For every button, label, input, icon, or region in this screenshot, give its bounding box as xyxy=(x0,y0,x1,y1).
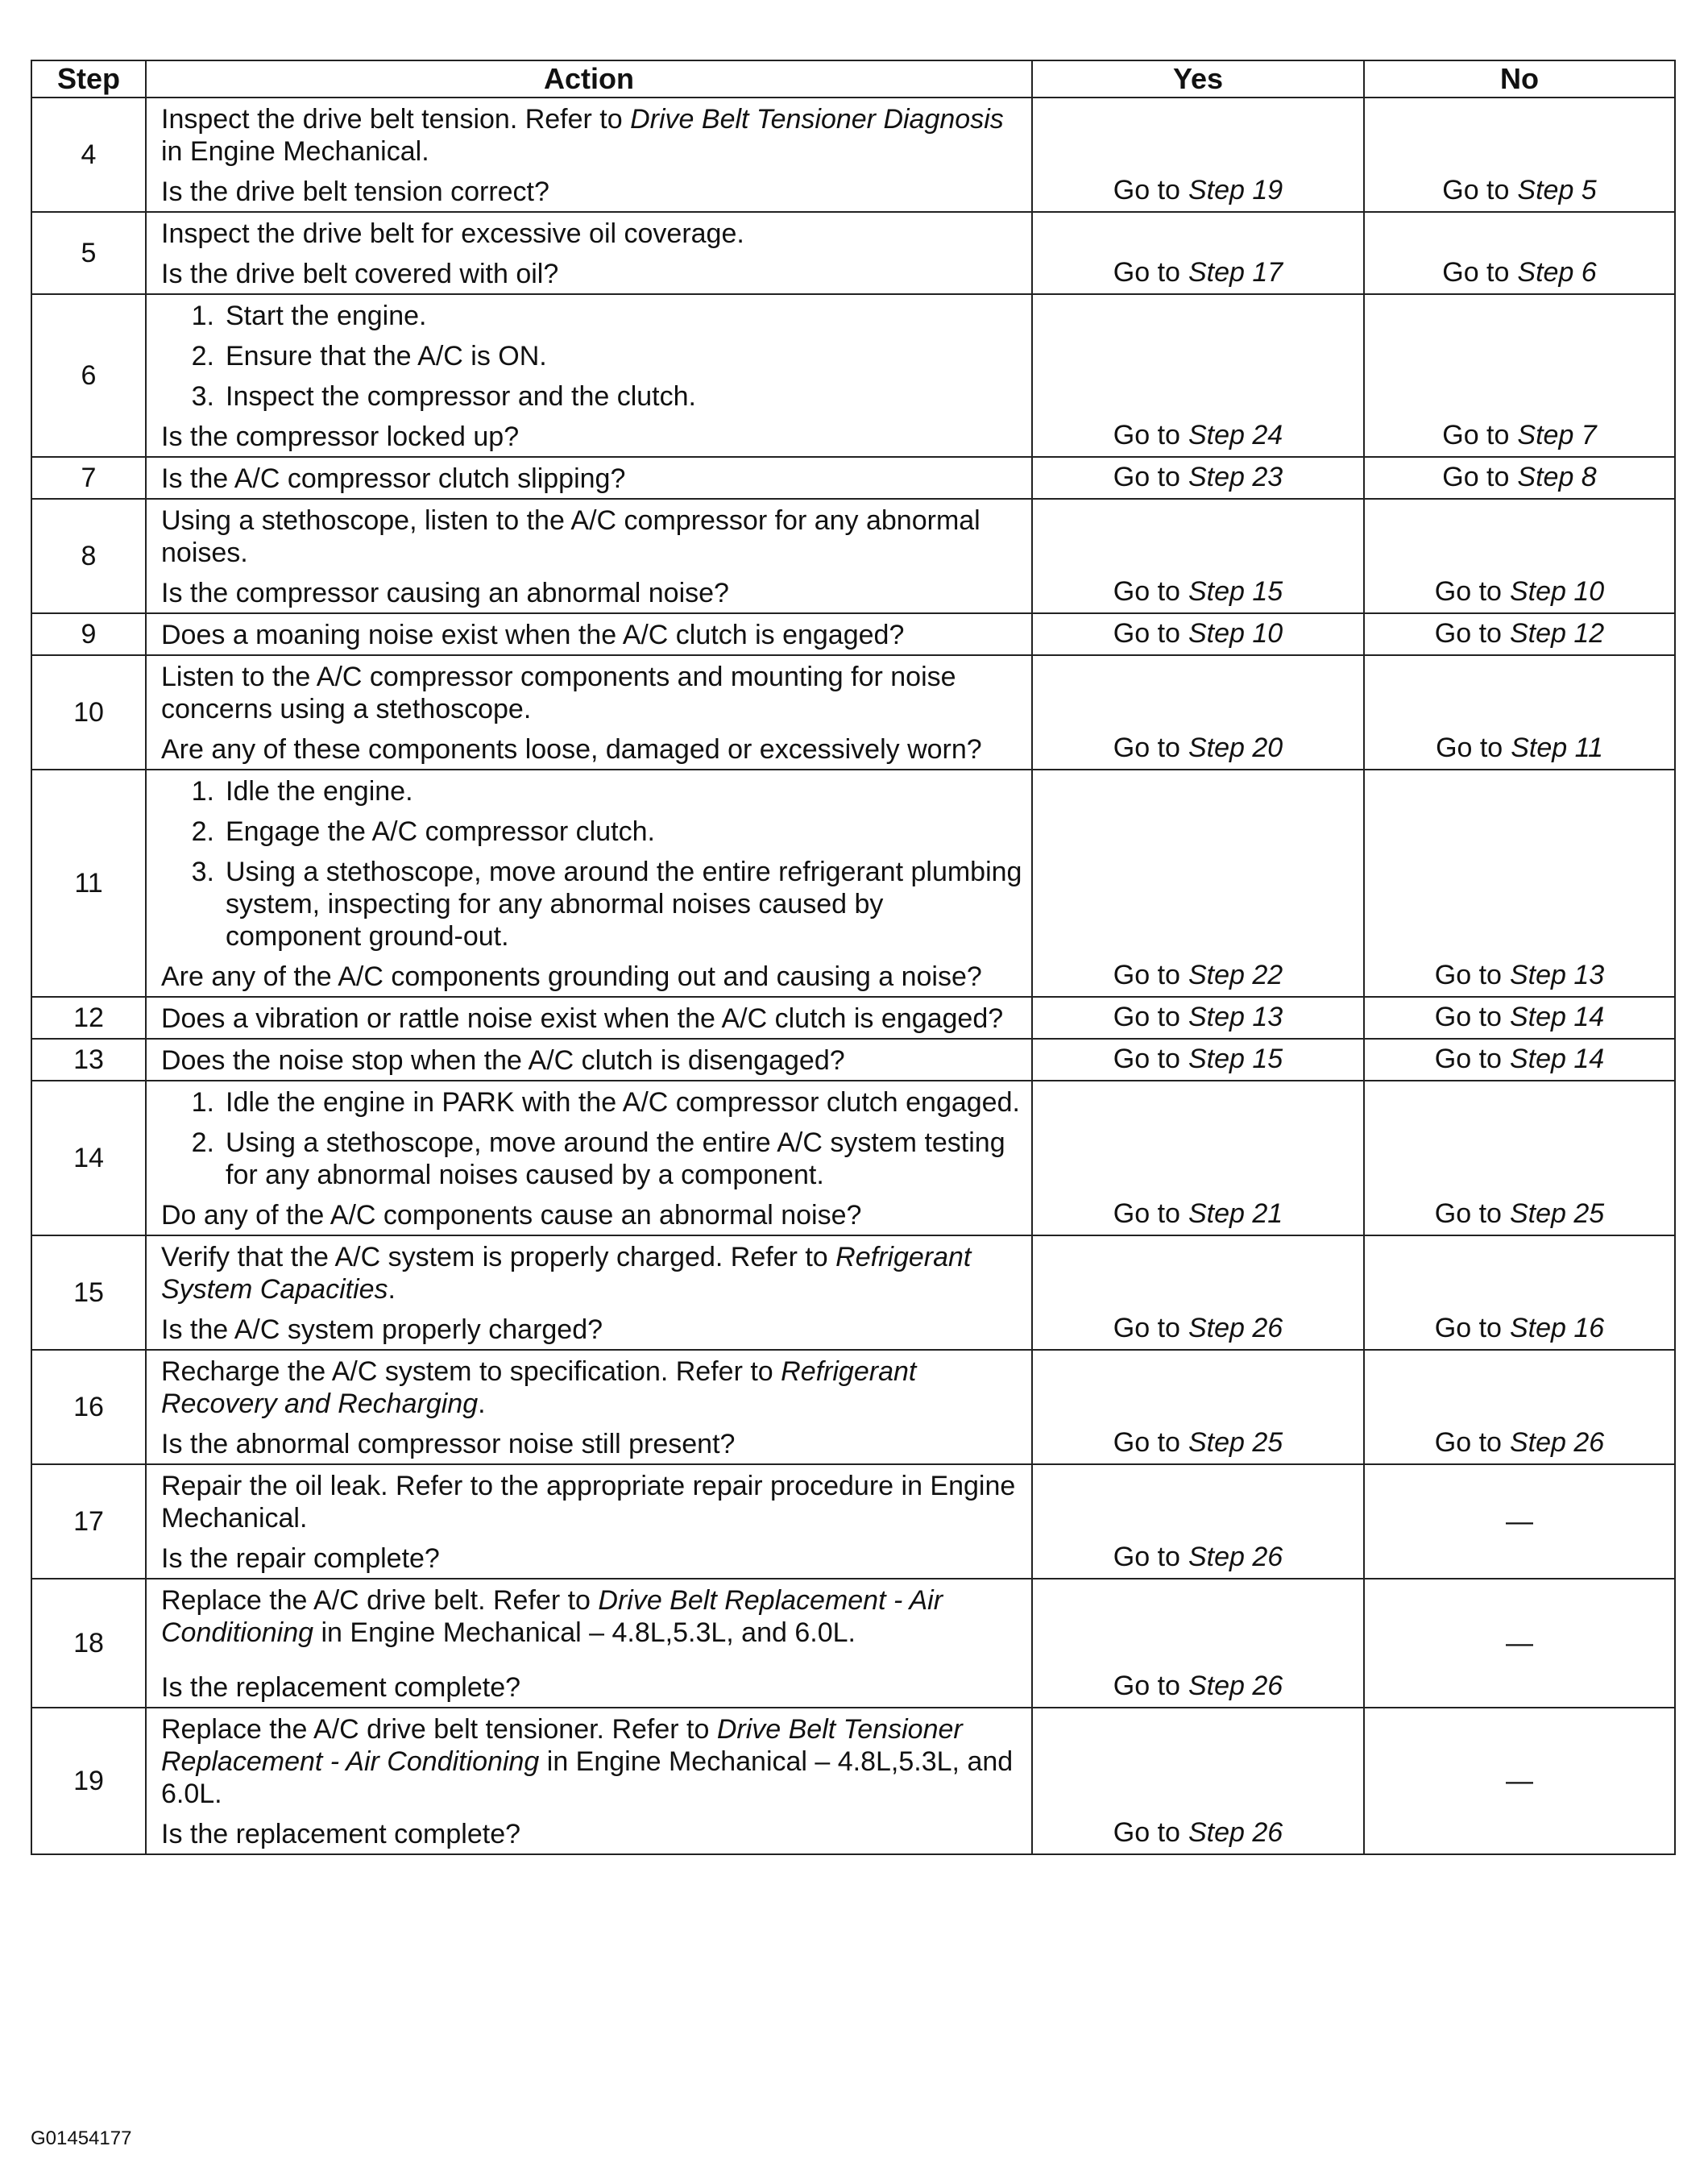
goto-no xyxy=(1442,420,1596,450)
yes-result-cell xyxy=(1032,613,1364,655)
no-result-cell xyxy=(1364,997,1675,1039)
action-question: Do any of the A/C components cause an abnormal noise? xyxy=(161,1200,862,1231)
goto-step-target: Step 26 xyxy=(1188,1817,1283,1848)
header-no: No xyxy=(1364,60,1675,98)
goto-yes xyxy=(1113,1817,1283,1848)
substep-text: Ensure that the A/C is ON. xyxy=(226,341,547,372)
goto-step-target: Step 26 xyxy=(1188,1542,1283,1572)
table-row xyxy=(31,997,1675,1039)
yes-result-cell xyxy=(1032,1350,1364,1464)
goto-step-target: Step 12 xyxy=(1509,618,1605,649)
goto-yes xyxy=(1113,1542,1283,1572)
yes-result-cell xyxy=(1032,770,1364,997)
instruction-text: Repair the oil leak. Refer to the appropriate repair procedure in Engine Mechanical. xyxy=(161,1471,1016,1534)
yes-result-cell xyxy=(1032,1708,1364,1854)
instruction-text: Replace the A/C drive belt tensioner. Refer to xyxy=(161,1714,717,1745)
action-question: Are any of the A/C components grounding out and causing a noise? xyxy=(161,961,982,992)
goto-step-target: Step 7 xyxy=(1517,420,1597,450)
goto-no xyxy=(1435,618,1604,649)
goto-step-target: Step 8 xyxy=(1517,462,1597,492)
goto-step-target: Step 5 xyxy=(1517,175,1597,205)
goto-step-target: Step 13 xyxy=(1188,1002,1283,1032)
no-result-cell xyxy=(1364,294,1675,457)
substep-item xyxy=(161,816,1025,848)
substep-text: Using a stethoscope, move around the entire refrigerant plumbing system, inspecting for any abnormal noises caused by component ground-out. xyxy=(226,857,1022,952)
table-row xyxy=(31,655,1675,770)
action-question: Is the drive belt covered with oil? xyxy=(161,259,559,289)
table-row xyxy=(31,770,1675,997)
goto-label: Go to xyxy=(1434,1313,1502,1343)
action-cell xyxy=(146,98,1032,212)
table-row xyxy=(31,613,1675,655)
goto-yes xyxy=(1113,1671,1283,1701)
goto-label: Go to xyxy=(1113,1002,1180,1032)
yes-result-cell xyxy=(1032,1579,1364,1708)
procedure-reference: Refrigerant Recovery and Recharging xyxy=(161,1356,917,1419)
yes-result-cell xyxy=(1032,98,1364,212)
step-number: 17 xyxy=(31,1464,146,1579)
yes-result-cell xyxy=(1032,1081,1364,1235)
action-cell xyxy=(146,499,1032,613)
substep-item xyxy=(161,775,1025,807)
action-question: Is the replacement complete? xyxy=(161,1672,521,1703)
substep-number: 1. xyxy=(191,301,214,331)
table-body xyxy=(31,98,1675,1854)
action-instruction xyxy=(161,218,1025,250)
action-question: Is the compressor locked up? xyxy=(161,421,520,452)
instruction-text: Using a stethoscope, listen to the A/C compressor for any abnormal noises. xyxy=(161,505,980,568)
goto-label: Go to xyxy=(1113,618,1180,649)
step-number: 12 xyxy=(31,997,146,1039)
header-row xyxy=(31,60,1675,98)
goto-no xyxy=(1435,1313,1604,1343)
instruction-text: Verify that the A/C system is properly charged. Refer to xyxy=(161,1242,836,1272)
instruction-text: in Engine Mechanical – 4.8L,5.3L, and 6.0L. xyxy=(313,1617,856,1648)
substep-text: Using a stethoscope, move around the entire A/C system testing for any abnormal noises caused by a component. xyxy=(226,1127,1005,1190)
goto-step-target: Step 14 xyxy=(1509,1002,1605,1032)
substep-text: Idle the engine in PARK with the A/C compressor clutch engaged. xyxy=(226,1087,1020,1118)
goto-step-target: Step 14 xyxy=(1509,1044,1605,1074)
table-row xyxy=(31,499,1675,613)
yes-result-cell xyxy=(1032,212,1364,294)
step-number: 14 xyxy=(31,1081,146,1235)
diagnostic-table xyxy=(31,60,1676,1855)
substep-number: 1. xyxy=(191,1087,214,1118)
no-result-cell xyxy=(1364,212,1675,294)
no-not-applicable: — xyxy=(1364,1464,1675,1579)
action-cell xyxy=(146,212,1032,294)
goto-label: Go to xyxy=(1113,1817,1180,1848)
goto-step-target: Step 24 xyxy=(1188,420,1283,450)
goto-step-target: Step 25 xyxy=(1509,1198,1605,1229)
substep-number: 3. xyxy=(191,857,214,887)
no-result-cell xyxy=(1364,1039,1675,1081)
yes-result-cell xyxy=(1032,457,1364,499)
goto-no xyxy=(1436,733,1603,763)
goto-label: Go to xyxy=(1113,1542,1180,1572)
goto-step-target: Step 22 xyxy=(1188,960,1283,990)
goto-label: Go to xyxy=(1442,257,1510,288)
action-question: Is the drive belt tension correct? xyxy=(161,176,549,207)
action-cell xyxy=(146,457,1032,499)
step-number: 11 xyxy=(31,770,146,997)
action-cell xyxy=(146,1464,1032,1579)
goto-yes xyxy=(1113,1044,1283,1074)
procedure-reference: Refrigerant System Capacities xyxy=(161,1242,972,1305)
no-result-cell xyxy=(1364,1081,1675,1235)
header-step: Step xyxy=(31,60,146,98)
goto-no xyxy=(1435,1002,1604,1032)
goto-no xyxy=(1435,1044,1604,1074)
goto-step-target: Step 17 xyxy=(1188,257,1283,288)
table-row xyxy=(31,1350,1675,1464)
no-result-cell xyxy=(1364,770,1675,997)
goto-yes xyxy=(1113,462,1283,492)
step-number: 8 xyxy=(31,499,146,613)
substep-item xyxy=(161,1086,1025,1119)
instruction-text: Replace the A/C drive belt. Refer to xyxy=(161,1585,599,1616)
action-question: Is the A/C system properly charged? xyxy=(161,1314,603,1345)
substep-item xyxy=(161,1127,1025,1191)
action-cell xyxy=(146,1579,1032,1708)
instruction-text: Recharge the A/C system to specification. Refer to xyxy=(161,1356,781,1387)
goto-label: Go to xyxy=(1434,618,1502,649)
goto-step-target: Step 21 xyxy=(1188,1198,1283,1229)
goto-yes xyxy=(1113,1313,1283,1343)
goto-no xyxy=(1442,257,1596,288)
substep-text: Engage the A/C compressor clutch. xyxy=(226,816,655,847)
action-question: Is the compressor causing an abnormal noise? xyxy=(161,578,729,608)
step-number: 5 xyxy=(31,212,146,294)
goto-yes xyxy=(1113,257,1283,288)
step-number: 6 xyxy=(31,294,146,457)
action-cell xyxy=(146,997,1032,1039)
no-result-cell xyxy=(1364,98,1675,212)
goto-label: Go to xyxy=(1434,1002,1502,1032)
goto-label: Go to xyxy=(1113,1427,1180,1458)
goto-label: Go to xyxy=(1434,1198,1502,1229)
goto-step-target: Step 11 xyxy=(1511,733,1603,763)
substep-list xyxy=(161,1086,1025,1191)
action-question: Is the replacement complete? xyxy=(161,1819,521,1849)
action-instruction xyxy=(161,103,1025,168)
action-question: Is the A/C compressor clutch slipping? xyxy=(161,463,626,494)
goto-label: Go to xyxy=(1113,576,1180,607)
table-row xyxy=(31,1579,1675,1708)
substep-item xyxy=(161,856,1025,953)
action-cell xyxy=(146,655,1032,770)
action-cell xyxy=(146,770,1032,997)
step-number: 4 xyxy=(31,98,146,212)
step-number: 10 xyxy=(31,655,146,770)
goto-label: Go to xyxy=(1113,420,1180,450)
no-result-cell xyxy=(1364,1350,1675,1464)
no-result-cell xyxy=(1364,655,1675,770)
goto-yes xyxy=(1113,733,1283,763)
no-result-cell xyxy=(1364,1235,1675,1350)
goto-label: Go to xyxy=(1113,960,1180,990)
action-question: Are any of these components loose, damaged or excessively worn? xyxy=(161,734,982,765)
goto-no xyxy=(1435,1198,1604,1229)
step-number: 15 xyxy=(31,1235,146,1350)
action-cell xyxy=(146,1039,1032,1081)
goto-label: Go to xyxy=(1113,175,1180,205)
instruction-text: Inspect the drive belt for excessive oil coverage. xyxy=(161,218,744,249)
action-cell xyxy=(146,294,1032,457)
action-cell xyxy=(146,1708,1032,1854)
goto-label: Go to xyxy=(1113,462,1180,492)
goto-label: Go to xyxy=(1113,1198,1180,1229)
substep-text: Idle the engine. xyxy=(226,776,413,807)
goto-yes xyxy=(1113,175,1283,205)
goto-step-target: Step 10 xyxy=(1188,618,1283,649)
goto-step-target: Step 26 xyxy=(1188,1313,1283,1343)
substep-number: 2. xyxy=(191,816,214,847)
goto-step-target: Step 19 xyxy=(1188,175,1283,205)
action-question: Does a vibration or rattle noise exist when the A/C clutch is engaged? xyxy=(161,1003,1004,1034)
goto-step-target: Step 15 xyxy=(1188,1044,1283,1074)
instruction-text: Listen to the A/C compressor components and mounting for noise concerns using a stethoscope. xyxy=(161,662,956,724)
goto-yes xyxy=(1113,576,1283,607)
instruction-text: Inspect the drive belt tension. Refer to xyxy=(161,104,631,135)
action-instruction xyxy=(161,661,1025,725)
yes-result-cell xyxy=(1032,1464,1364,1579)
instruction-text: in Engine Mechanical. xyxy=(161,136,429,167)
header-action: Action xyxy=(146,60,1032,98)
table-row xyxy=(31,457,1675,499)
goto-label: Go to xyxy=(1436,733,1503,763)
instruction-text: . xyxy=(388,1274,396,1305)
goto-yes xyxy=(1113,960,1283,990)
goto-step-target: Step 20 xyxy=(1188,733,1283,763)
procedure-reference: Drive Belt Tensioner Diagnosis xyxy=(630,104,1004,135)
procedure-reference: Drive Belt Tensioner Replacement - Air Conditioning xyxy=(161,1714,963,1777)
goto-label: Go to xyxy=(1434,576,1502,607)
goto-step-target: Step 26 xyxy=(1188,1671,1283,1701)
substep-number: 3. xyxy=(191,381,214,412)
action-cell xyxy=(146,1350,1032,1464)
table-row xyxy=(31,1708,1675,1854)
table-row xyxy=(31,98,1675,212)
goto-label: Go to xyxy=(1442,420,1510,450)
action-cell xyxy=(146,613,1032,655)
header-yes: Yes xyxy=(1032,60,1364,98)
goto-no xyxy=(1435,960,1604,990)
action-instruction xyxy=(161,504,1025,569)
goto-label: Go to xyxy=(1434,1427,1502,1458)
substep-item xyxy=(161,380,1025,413)
goto-step-target: Step 25 xyxy=(1188,1427,1283,1458)
step-number: 16 xyxy=(31,1350,146,1464)
table-row xyxy=(31,1039,1675,1081)
no-not-applicable: — xyxy=(1364,1708,1675,1854)
yes-result-cell xyxy=(1032,655,1364,770)
step-number: 18 xyxy=(31,1579,146,1708)
yes-result-cell xyxy=(1032,997,1364,1039)
goto-no xyxy=(1435,1427,1604,1458)
step-number: 13 xyxy=(31,1039,146,1081)
no-result-cell xyxy=(1364,499,1675,613)
goto-label: Go to xyxy=(1113,257,1180,288)
substep-list xyxy=(161,775,1025,953)
no-result-cell xyxy=(1364,457,1675,499)
goto-label: Go to xyxy=(1442,462,1510,492)
action-instruction xyxy=(161,1241,1025,1306)
goto-no xyxy=(1442,175,1596,205)
substep-text: Inspect the compressor and the clutch. xyxy=(226,381,696,412)
table-row xyxy=(31,1081,1675,1235)
action-instruction xyxy=(161,1713,1025,1810)
yes-result-cell xyxy=(1032,294,1364,457)
goto-yes xyxy=(1113,1002,1283,1032)
substep-number: 2. xyxy=(191,341,214,372)
action-cell xyxy=(146,1081,1032,1235)
table-row xyxy=(31,294,1675,457)
action-instruction xyxy=(161,1584,1025,1649)
substep-list xyxy=(161,300,1025,413)
goto-label: Go to xyxy=(1442,175,1510,205)
instruction-text: . xyxy=(478,1389,486,1419)
table-row xyxy=(31,1464,1675,1579)
action-question: Does the noise stop when the A/C clutch is disengaged? xyxy=(161,1045,845,1076)
goto-yes xyxy=(1113,1427,1283,1458)
action-question: Is the repair complete? xyxy=(161,1543,440,1574)
no-not-applicable: — xyxy=(1364,1579,1675,1708)
goto-no xyxy=(1442,462,1596,492)
goto-yes xyxy=(1113,1198,1283,1229)
goto-label: Go to xyxy=(1113,1671,1180,1701)
goto-step-target: Step 23 xyxy=(1188,462,1283,492)
step-number: 7 xyxy=(31,457,146,499)
goto-step-target: Step 16 xyxy=(1509,1313,1605,1343)
action-instruction xyxy=(161,1470,1025,1534)
action-question: Is the abnormal compressor noise still present? xyxy=(161,1429,736,1459)
spacer xyxy=(161,1657,1025,1671)
substep-text: Start the engine. xyxy=(226,301,427,331)
substep-item xyxy=(161,340,1025,372)
action-question: Does a moaning noise exist when the A/C clutch is engaged? xyxy=(161,620,905,650)
table-row xyxy=(31,212,1675,294)
goto-step-target: Step 13 xyxy=(1509,960,1605,990)
goto-label: Go to xyxy=(1113,1313,1180,1343)
goto-yes xyxy=(1113,618,1283,649)
substep-number: 2. xyxy=(191,1127,214,1158)
step-number: 19 xyxy=(31,1708,146,1854)
procedure-reference: Drive Belt Replacement - Air Conditioning xyxy=(161,1585,943,1648)
action-instruction xyxy=(161,1355,1025,1420)
goto-label: Go to xyxy=(1434,960,1502,990)
no-result-cell xyxy=(1364,613,1675,655)
substep-item xyxy=(161,300,1025,332)
goto-no xyxy=(1435,576,1604,607)
action-cell xyxy=(146,1235,1032,1350)
yes-result-cell xyxy=(1032,499,1364,613)
goto-yes xyxy=(1113,420,1283,450)
step-number: 9 xyxy=(31,613,146,655)
goto-step-target: Step 26 xyxy=(1509,1427,1605,1458)
substep-number: 1. xyxy=(191,776,214,807)
table-row xyxy=(31,1235,1675,1350)
goto-label: Go to xyxy=(1434,1044,1502,1074)
goto-label: Go to xyxy=(1113,1044,1180,1074)
yes-result-cell xyxy=(1032,1039,1364,1081)
yes-result-cell xyxy=(1032,1235,1364,1350)
figure-code: G01454177 xyxy=(31,2127,132,2149)
goto-step-target: Step 15 xyxy=(1188,576,1283,607)
goto-step-target: Step 10 xyxy=(1509,576,1605,607)
goto-step-target: Step 6 xyxy=(1517,257,1597,288)
instruction-text: in Engine Mechanical – 4.8L,5.3L, and 6.0L. xyxy=(161,1746,1014,1809)
goto-label: Go to xyxy=(1113,733,1180,763)
